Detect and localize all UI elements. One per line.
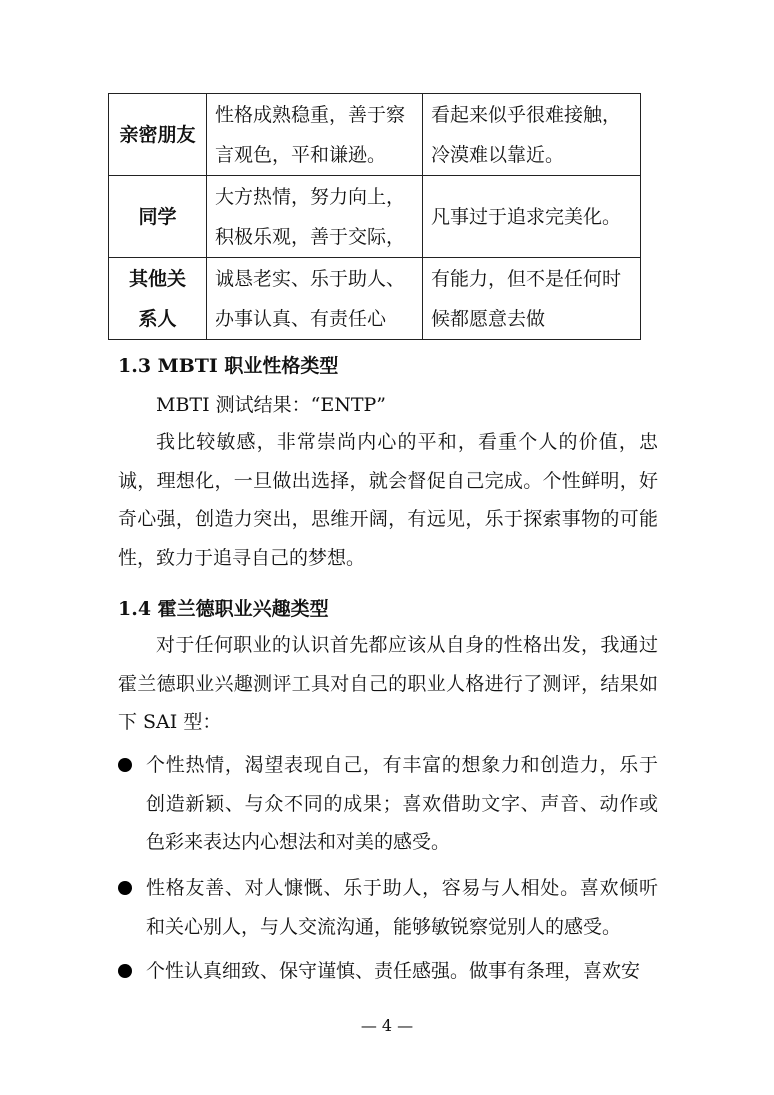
bullet-icon bbox=[118, 964, 132, 978]
page-number: — 4 — bbox=[360, 1016, 414, 1035]
table-row bbox=[109, 94, 641, 176]
table-cell-evaluation: 看起来似乎很难接触， 冷漠难以靠近。 bbox=[423, 94, 641, 176]
mbti-result: MBTI 测试结果：“ENTP” bbox=[156, 394, 387, 416]
bullet-icon bbox=[118, 881, 132, 895]
table-cell-evaluation: 凡事过于追求完美化。 bbox=[423, 176, 641, 258]
table-row bbox=[109, 176, 641, 258]
section-heading-holland: 1.4 霍兰德职业兴趣类型 bbox=[118, 598, 329, 620]
table-cell-role: 亲密朋友 bbox=[109, 94, 207, 176]
table-row bbox=[109, 258, 641, 340]
table-cell-role: 其他关 系人 bbox=[109, 258, 207, 340]
mbti-paragraph: 我比较敏感，非常崇尚内心的平和，看重个人的价值，忠诚，理想化，一旦做出选择，就会督促自己完成。个性鲜明，好奇心强，创造力突出，思维开阔，有远见，乐于探索事物的可能性，致力于追寻自己的梦想。 bbox=[118, 431, 658, 569]
list-item: 个性热情，渴望表现自己，有丰富的想象力和创造力，乐于创造新颖、与众不同的成果；喜欢借助文字、声音、动作或色彩来表达内心想法和对美的感受。 bbox=[118, 746, 658, 862]
table-cell-evaluation: 性格成熟稳重，善于察 言观色，平和谦逊。 bbox=[207, 94, 423, 176]
table-cell-evaluation: 有能力，但不是任何时 候都愿意去做 bbox=[423, 258, 641, 340]
table-cell-role: 同学 bbox=[109, 176, 207, 258]
table-cell-evaluation: 诚恳老实、乐于助人、 办事认真、有责任心 bbox=[207, 258, 423, 340]
list-item: 性格友善、对人慷慨、乐于助人，容易与人相处。喜欢倾听和关心别人，与人交流沟通，能够敏锐察觉别人的感受。 bbox=[118, 869, 658, 946]
relationship-table bbox=[108, 93, 641, 340]
holland-paragraph: 对于任何职业的认识首先都应该从自身的性格出发，我通过霍兰德职业兴趣测评工具对自己的职业人格进行了测评，结果如下 SAI 型： bbox=[118, 634, 658, 733]
section-heading-mbti: 1.3 MBTI 职业性格类型 bbox=[118, 355, 339, 377]
table-cell-evaluation: 大方热情，努力向上， 积极乐观，善于交际， bbox=[207, 176, 423, 258]
list-item: 个性认真细致、保守谨慎、责任感强。做事有条理，喜欢安 bbox=[118, 952, 658, 991]
bullet-icon bbox=[118, 758, 132, 772]
